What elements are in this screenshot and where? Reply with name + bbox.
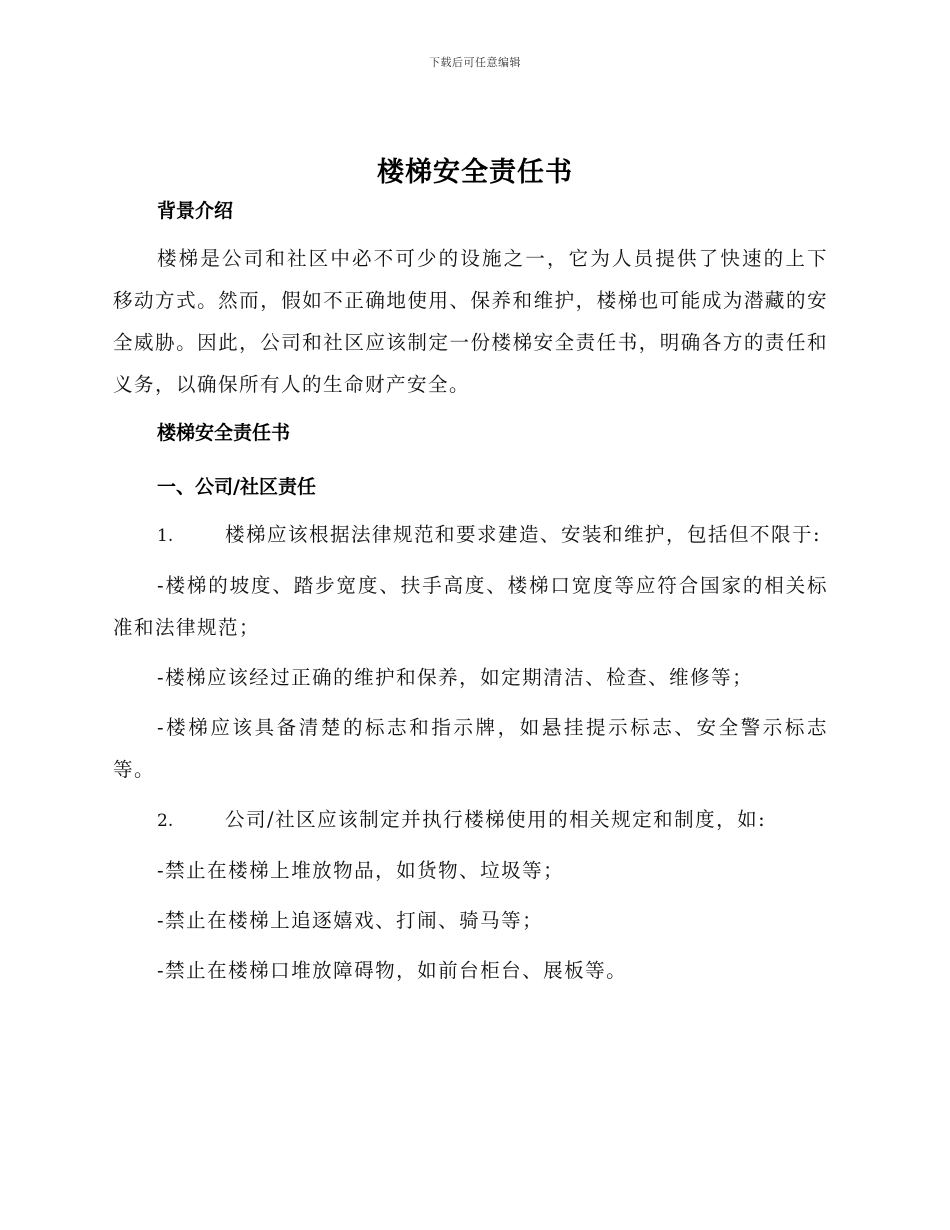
list-item-1-bullet: -楼梯的坡度、踏步宽度、扶手高度、楼梯口宽度等应符合国家的相关标准和法律规范； (113, 574, 828, 639)
list-item-2 (113, 799, 828, 842)
list-item-2-text: 公司/社区应该制定并执行楼梯使用的相关规定和制度，如: (225, 808, 767, 831)
responsibility-book-heading: 楼梯安全责任书 (157, 422, 291, 444)
list-item-1-text: 楼梯应该根据法律规范和要求建造、安装和维护，包括但不限于: (225, 523, 822, 546)
list-item-2-bullet: -禁止在楼梯上堆放物品，如货物、垃圾等； (157, 859, 565, 882)
list-item-1-number: 1. (157, 526, 174, 546)
background-paragraph: 楼梯是公司和社区中必不可少的设施之一，它为人员提供了快速的上下移动方式。然而，假如不正确地使用、保养和维护，楼梯也可能成为潜藏的安全威胁。因此，公司和社区应该制定一份楼梯安全责任书，明确各方的责任和义务，以确保所有人的生命财产安全。 (113, 247, 828, 396)
list-item-2-number: 2. (157, 811, 174, 831)
list-item-1-bullet: -楼梯应该经过正确的维护和保养，如定期清洁、检查、维修等； (157, 666, 754, 689)
background-heading: 背景介绍 (157, 200, 234, 222)
list-item-2-bullet: -禁止在楼梯口堆放障碍物，如前台柜台、展板等。 (157, 959, 628, 982)
document-body (113, 196, 828, 992)
header-note: 下载后可任意编辑 (429, 56, 521, 69)
list-item-2-bullet: -禁止在楼梯上追逐嬉戏、打闹、骑马等； (157, 909, 544, 932)
document-title: 楼梯安全责任书 (377, 157, 573, 188)
list-item-1 (113, 514, 828, 557)
company-responsibility-heading: 一、公司/社区责任 (157, 476, 316, 498)
list-item-1-bullet: -楼梯应该具备清楚的标志和指示牌，如悬挂提示标志、安全警示标志等。 (113, 716, 828, 781)
